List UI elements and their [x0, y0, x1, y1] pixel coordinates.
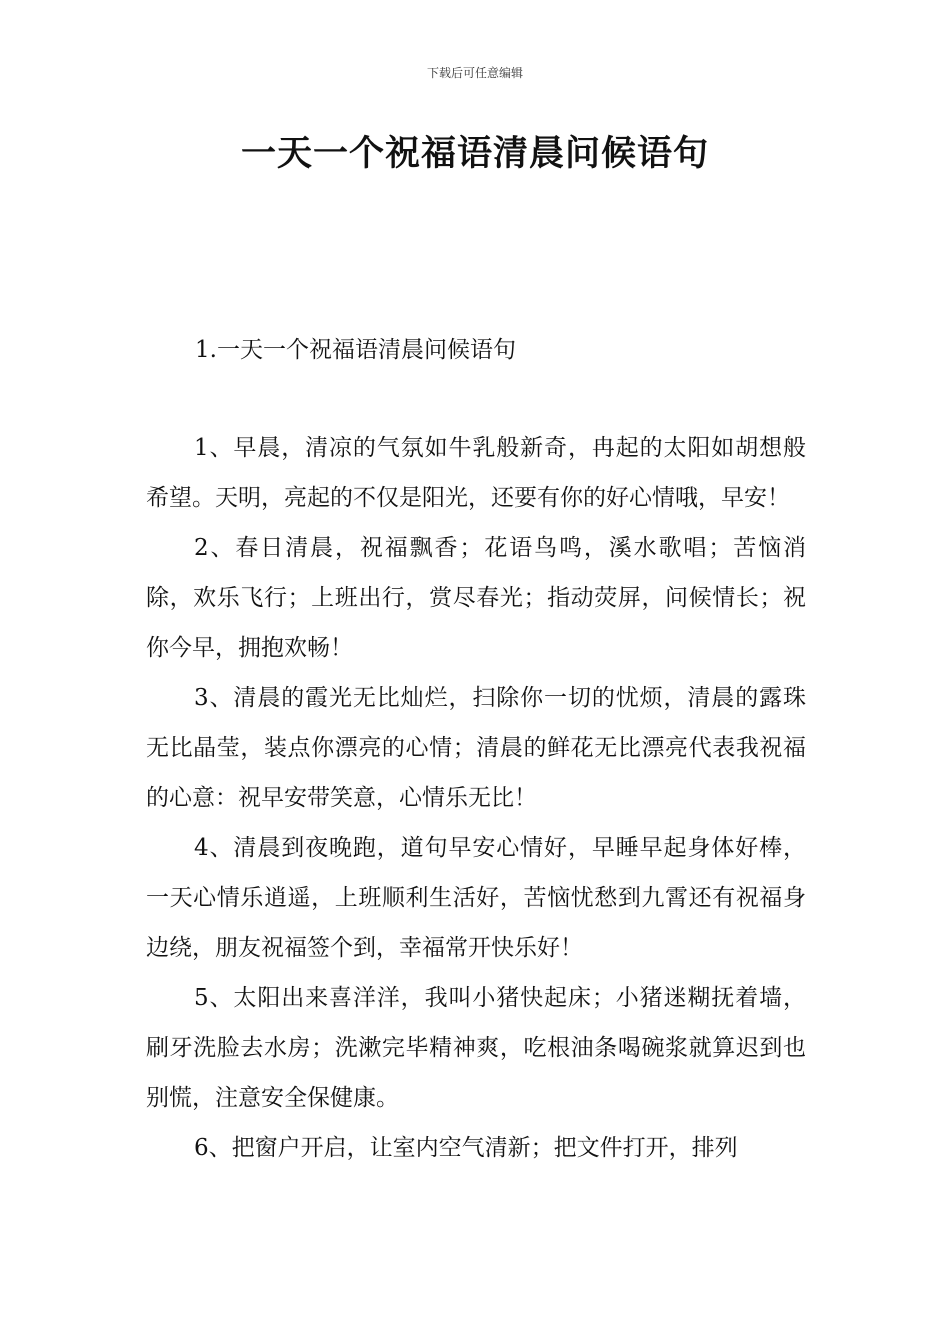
paragraph-2: 2、春日清晨，祝福飘香；花语鸟鸣，溪水歌唱；苦恼消除，欢乐飞行；上班出行，赏尽春光；指动荧屏，问候情长；祝你今早，拥抱欢畅！	[146, 535, 806, 661]
paragraph-6: 6、把窗户开启，让室内空气清新；把文件打开，排列	[194, 1135, 738, 1161]
header-note: 下载后可任意编辑	[426, 66, 523, 80]
paragraph-3: 3、清晨的霞光无比灿烂，扫除你一切的忧烦，清晨的露珠无比晶莹，装点你漂亮的心情；清晨的鲜花无比漂亮代表我祝福的心意：祝早安带笑意，心情乐无比！	[146, 685, 806, 811]
section-heading: 1.一天一个祝福语清晨问候语句	[195, 337, 516, 363]
paragraph-5: 5、太阳出来喜洋洋，我叫小猪快起床；小猪迷糊抚着墙，刷牙洗脸去水房；洗漱完毕精神爽，吃根油条喝碗浆就算迟到也别慌，注意安全保健康。	[146, 985, 806, 1111]
paragraph-1: 1、早晨，清凉的气氛如牛乳般新奇，冉起的太阳如胡想般希望。天明，亮起的不仅是阳光，还要有你的好心情哦，早安！	[146, 435, 806, 511]
body-text	[146, 423, 806, 1173]
document-title: 一天一个祝福语清晨问候语句	[240, 134, 709, 174]
paragraph-4: 4、清晨到夜晚跑，道句早安心情好，早睡早起身体好棒，一天心情乐逍遥，上班顺利生活好，苦恼忧愁到九霄还有祝福身边绕，朋友祝福签个到，幸福常开快乐好！	[146, 835, 806, 961]
